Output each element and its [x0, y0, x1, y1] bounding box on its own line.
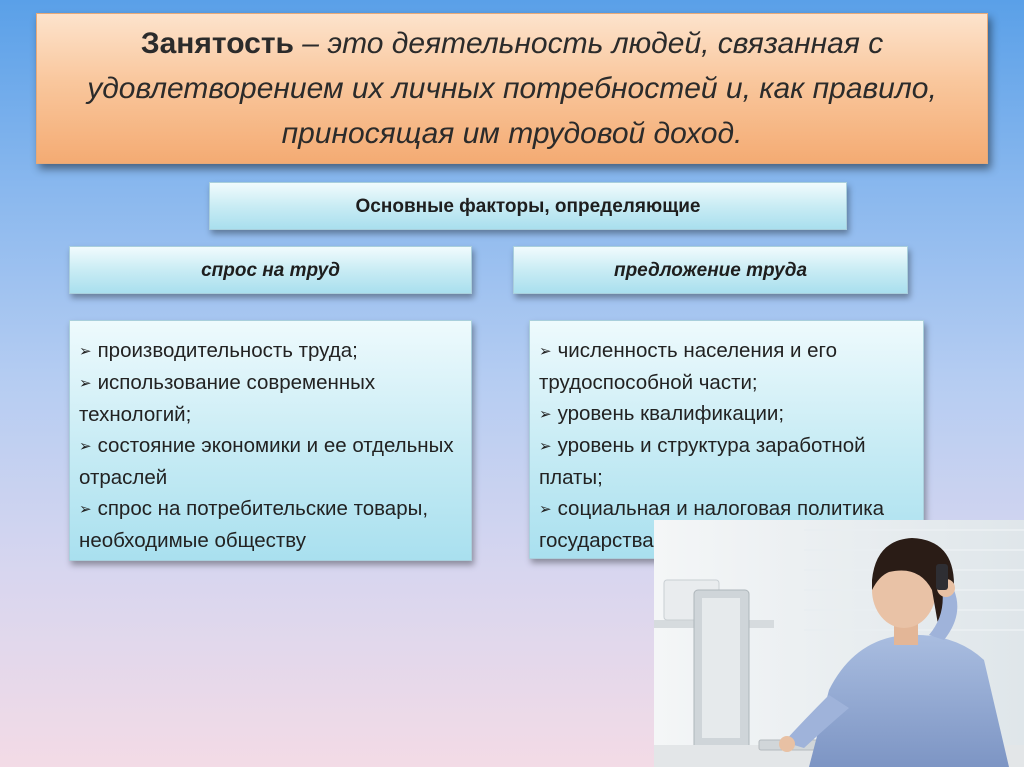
- list-item-text: численность населения и его трудоспособной части;: [539, 339, 837, 394]
- office-worker-photo: [654, 520, 1024, 767]
- demand-heading: спрос на труд: [69, 246, 472, 294]
- supply-heading: предложение труда: [513, 246, 908, 294]
- list-item: [539, 430, 915, 493]
- arrow-bullet-icon: ➢: [539, 501, 552, 518]
- arrow-bullet-icon: ➢: [539, 438, 552, 455]
- list-item-text: уровень и структура заработной платы;: [539, 434, 866, 489]
- list-item: [79, 430, 463, 493]
- list-item-text: состояние экономики и ее отдельных отраслей: [79, 434, 454, 489]
- factors-heading: Основные факторы, определяющие: [209, 182, 847, 230]
- definition-card: [36, 13, 988, 164]
- list-item: [79, 335, 463, 367]
- demand-factors-list: [69, 320, 472, 561]
- definition-text: – это деятельность людей, связанная с удовлетворением их личных потребностей и, как правило, приносящая им трудовой доход.: [87, 27, 937, 150]
- office-photo-illustration: [654, 520, 1024, 767]
- list-item: [539, 398, 915, 430]
- definition-term: Занятость: [140, 27, 294, 60]
- arrow-bullet-icon: ➢: [79, 438, 92, 455]
- arrow-bullet-icon: ➢: [79, 501, 92, 518]
- list-item: [79, 367, 463, 430]
- list-item: [79, 493, 463, 556]
- arrow-bullet-icon: ➢: [539, 406, 552, 423]
- list-item-text: социальная и налоговая политика государства: [539, 497, 885, 552]
- list-item-text: использование современных технологий;: [79, 371, 376, 426]
- list-item: [539, 335, 915, 398]
- list-item-text: производительность труда;: [97, 339, 358, 362]
- arrow-bullet-icon: ➢: [79, 375, 92, 392]
- arrow-bullet-icon: ➢: [79, 343, 92, 360]
- arrow-bullet-icon: ➢: [539, 343, 552, 360]
- list-item-text: уровень квалификации;: [557, 402, 785, 425]
- list-item-text: спрос на потребительские товары, необходимые обществу: [79, 497, 429, 552]
